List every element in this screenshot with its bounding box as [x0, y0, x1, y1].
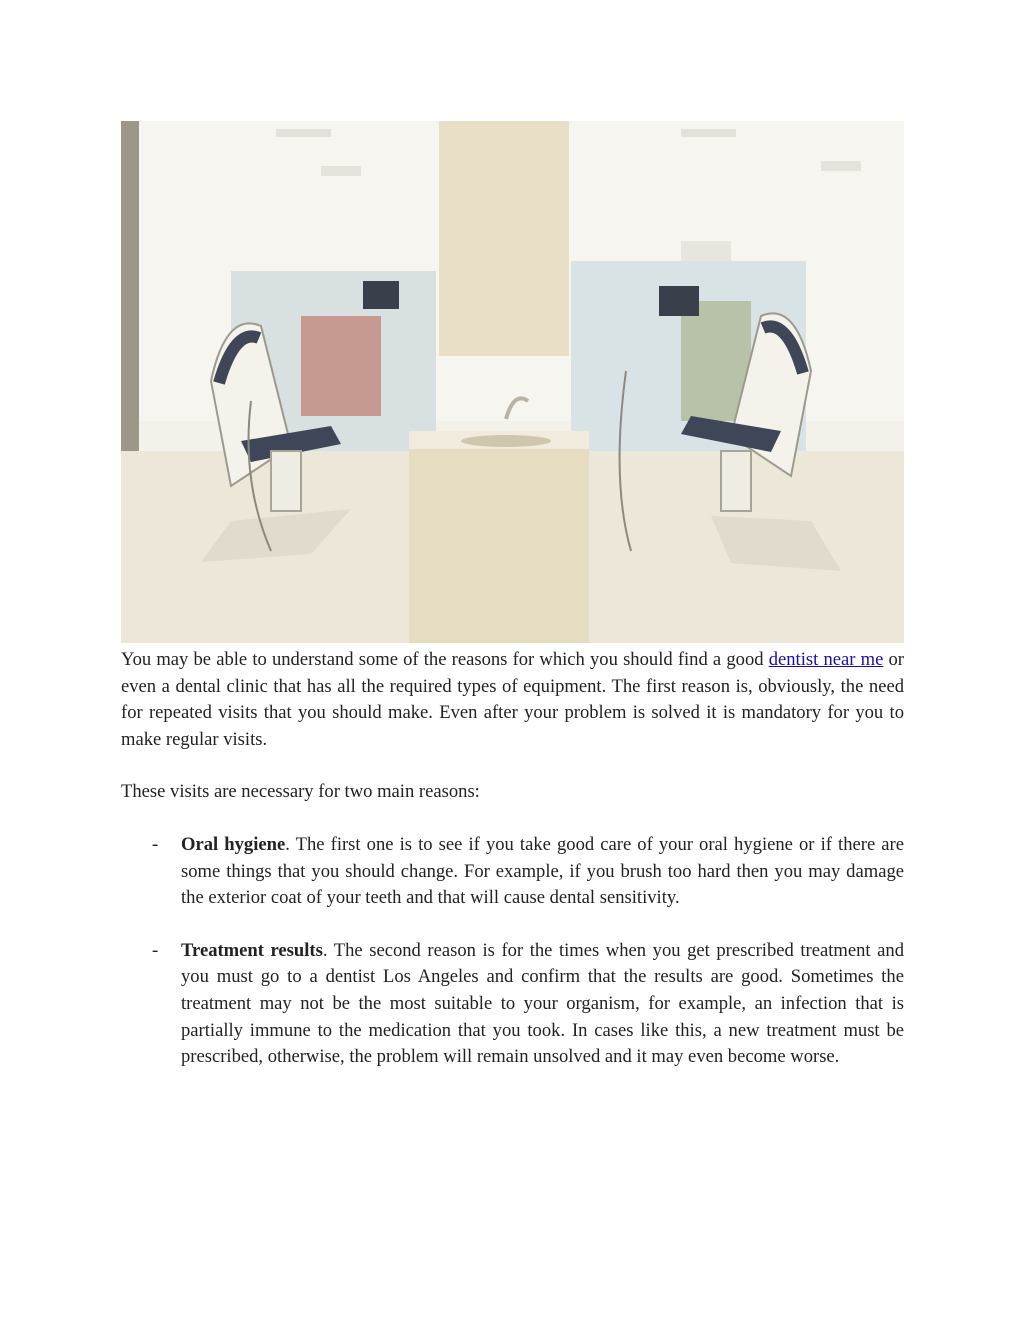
intro-text-after: or even a dental clinic that has all the required types of equipment. The first reason is, obviously, the need for repeated visits that you should make. Even after your problem is solved it is mandatory for you to make regular visits. [121, 649, 904, 750]
dentist-near-me-link[interactable]: dentist near me [768, 649, 884, 670]
reason-text: . The first one is to see if you take good care of your oral hygiene or if there are some things that you should change. For example, if you brush too hard then you may damage the exterior coat of your teeth and that will cause dental sensitivity. [181, 833, 904, 909]
list-bullet: - [152, 833, 159, 855]
reason-text: . The second reason is for the times when you get prescribed treatment and you must go to a dentist Los Angeles and confirm that the results are good. Sometimes the treatment may not be the most suitable to your organism, for example, an infection that is partially immune to the medication that you took. In cases like this, a new treatment must be prescribed, otherwise, the problem will remain unsolved and it may even become worse. [181, 939, 904, 1068]
intro-paragraph [121, 647, 904, 753]
intro-text-before: You may be able to understand some of the reasons for which you should find a good [121, 649, 769, 670]
dental-clinic-photo [121, 121, 904, 643]
document-page [121, 121, 904, 1071]
list-item-oral-hygiene [121, 832, 904, 912]
reasons-list [121, 832, 904, 1071]
reason-title: Treatment results [181, 939, 323, 961]
reason-title: Oral hygiene [181, 833, 286, 855]
list-item-treatment-results [121, 938, 904, 1071]
reasons-intro-paragraph: These visits are necessary for two main reasons: [121, 781, 480, 803]
list-bullet: - [152, 939, 159, 961]
